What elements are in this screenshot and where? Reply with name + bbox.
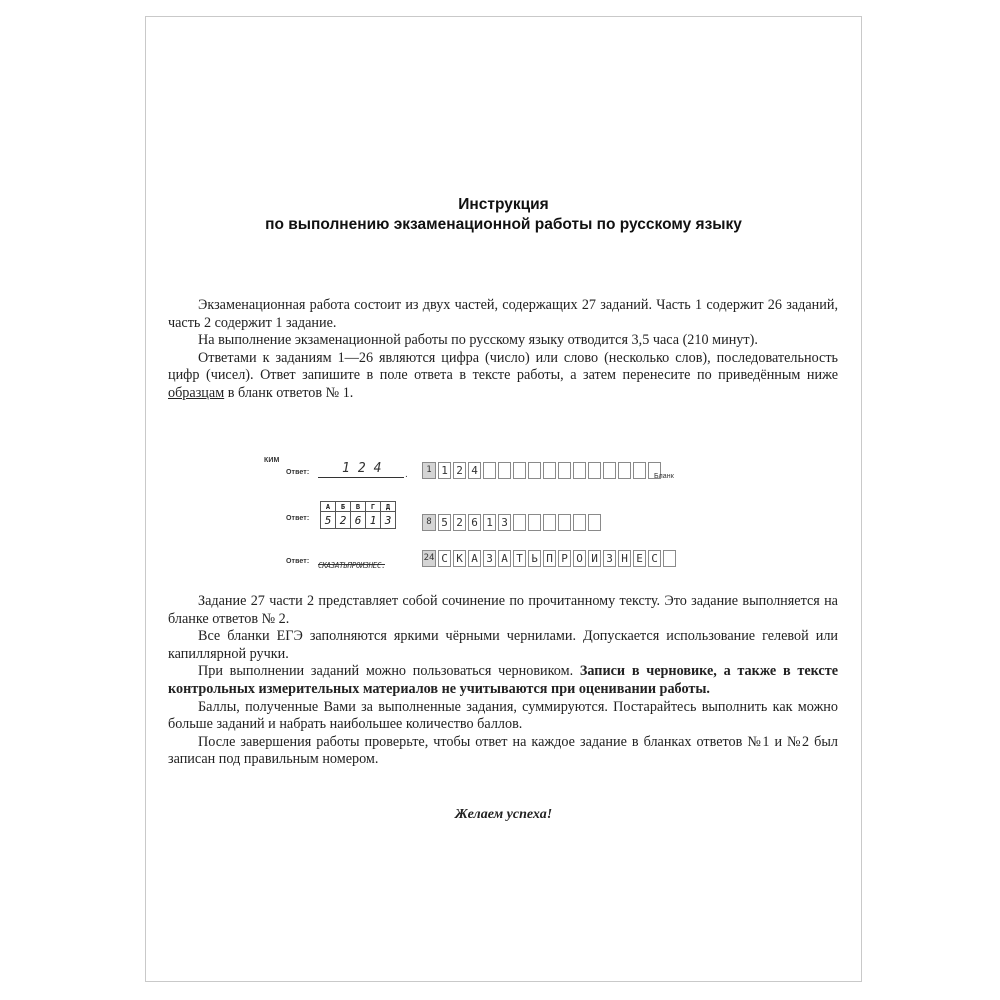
answer-label-1: Ответ: [286,469,310,476]
handwritten-answer-1 [318,461,404,478]
intro-paragraph-2: На выполнение экзаменационной работы по русскому языку отводится 3,5 часа (210 минут). [198,332,758,349]
intro-p3-text: Ответами к заданиям 1—26 являются цифра (число) или слово (несколько слов), последовательность цифр (чисел). Ответ запишите в поле ответа в тексте работы, а затем перенесите по приведённым ниже [168,349,838,384]
answer-label-2: Ответ: [286,515,310,522]
answer-cell [633,462,646,479]
answer-cell: К [453,550,466,567]
answer-label-3: Ответ: [286,558,310,565]
task-number-cell: 24 [422,550,436,567]
answer-cell: А [498,550,511,567]
answer-cell: С [648,550,661,567]
answer-cells-row-1 [422,462,663,479]
answer-cells-row-3 [422,550,678,567]
handwritten-answer-3-text: СКАЗАТЬПРОИЗНЕС. [318,561,386,570]
answer-cell [513,514,526,531]
digit-cell: 2 [336,512,351,529]
answer-cell: Р [558,550,571,567]
answer-cell: 6 [468,514,481,531]
answer-cell: 3 [498,514,511,531]
title-line-1: Инструкция [458,196,549,213]
letter-cell: Д [381,502,396,512]
handwritten-answer-3 [318,549,386,570]
answer-cell: 1 [483,514,496,531]
intro-section [168,297,838,403]
letter-cell: В [351,502,366,512]
answer-cell: 2 [453,514,466,531]
part2-paragraph-1: Задание 27 части 2 представляет собой сочинение по прочитанному тексту. Это задание выполняется на бланке ответов № 2. [168,593,838,627]
part2-paragraph-4: Баллы, полученные Вами за выполненные задания, суммируются. Постарайтесь выполнить как можно больше заданий и набрать наибольшее количество баллов. [168,698,838,733]
title-line-2: по выполнению экзаменационной работы по русскому языку [265,216,742,233]
answer-cell [528,462,541,479]
answer-cell: 2 [453,462,466,479]
letter-cell: А [321,502,336,512]
intro-p3-end: в бланк ответов № 1. [224,384,354,401]
letter-cell: Б [336,502,351,512]
answer-cells-row-2 [422,514,603,531]
digit-cell: 6 [351,512,366,529]
part2-section [168,593,838,769]
part2-paragraph-3 [168,663,838,698]
document-page [145,16,862,982]
answer-cell [543,514,556,531]
answer-cell [513,462,526,479]
matching-answer-table [320,501,396,529]
part2-p3-plain: При выполнении заданий можно пользоваться черновиком. [198,663,580,680]
digit-cell: 1 [366,512,381,529]
blank-label: Бланк [654,473,674,480]
answer-cell [498,462,511,479]
task-number-cell: 1 [422,462,436,479]
closing-wish: Желаем успеха! [454,807,553,822]
answer-cell [483,462,496,479]
answer-cell: 4 [468,462,481,479]
answer-cell [558,462,571,479]
answer-cell: И [588,550,601,567]
answer-cell [588,462,601,479]
answer-cell [528,514,541,531]
intro-paragraph-3 [168,350,838,403]
intro-paragraph-1: Экзаменационная работа состоит из двух частей, содержащих 27 заданий. Часть 1 содержит 26 заданий, часть 2 содержит 1 задание. [168,297,838,331]
answer-cell [603,462,616,479]
intro-p3-underlined: образцам [168,384,225,401]
answer-cell [588,514,601,531]
part2-p3-bold: Записи в черновике, а также в тексте контрольных измерительных материалов не учитываются при оценивании работы. [168,663,838,697]
part2-paragraph-2: Все бланки ЕГЭ заполняются яркими чёрными чернилами. Допускается использование гелевой или капиллярной ручки. [168,628,838,662]
answer-cell: С [438,550,451,567]
dot: . [405,469,408,480]
answer-cell: З [603,550,616,567]
answer-cell [573,514,586,531]
digit-cell: 5 [321,512,336,529]
answer-cell [573,462,586,479]
page-title [146,195,861,235]
answer-cell [618,462,631,479]
kim-label: КИМ [264,457,280,464]
part2-paragraph-5: После завершения работы проверьте, чтобы ответ на каждое задание в бланках ответов №1 и №2 был записан под правильным номером. [168,733,838,768]
handwritten-answer-1-text: 124 [342,461,390,476]
answer-cell: 1 [438,462,451,479]
answer-cell [663,550,676,567]
answer-cell: Е [633,550,646,567]
answer-cell: Ь [528,550,541,567]
letter-cell: Г [366,502,381,512]
answer-cell [543,462,556,479]
task-number-cell: 8 [422,514,436,531]
answer-cell: П [543,550,556,567]
answer-cell [558,514,571,531]
digit-cell: 3 [381,512,396,529]
answer-cell: А [468,550,481,567]
answer-cell: 5 [438,514,451,531]
answer-cell: З [483,550,496,567]
answer-cell: Н [618,550,631,567]
answer-cell: О [573,550,586,567]
answer-cell: Т [513,550,526,567]
